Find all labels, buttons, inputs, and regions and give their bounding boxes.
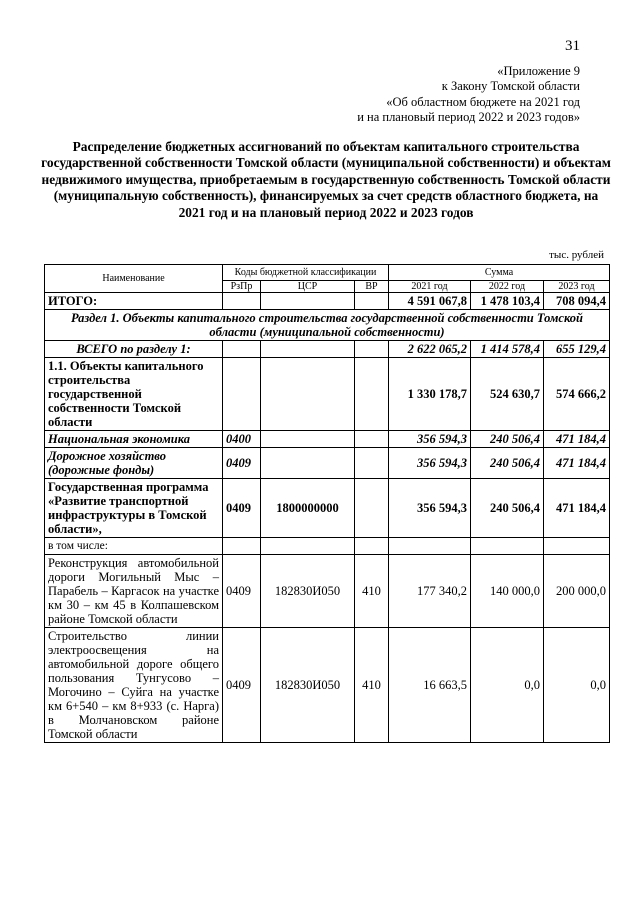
including-row [45, 538, 610, 555]
total-2022: 1 478 103,4 [471, 293, 544, 310]
road-economy-row [45, 448, 610, 479]
national-economy-2023: 471 184,4 [544, 431, 610, 448]
national-economy-row [45, 431, 610, 448]
item-rzpr: 0409 [223, 628, 261, 743]
including-label: в том числе: [45, 538, 223, 555]
section-total-label: ВСЕГО по разделу 1: [45, 341, 223, 358]
appendix-header [357, 64, 580, 125]
road-economy-2021: 356 594,3 [389, 448, 471, 479]
budget-table [44, 264, 610, 743]
appendix-line-1: «Приложение 9 [497, 64, 580, 78]
program-2022: 240 506,4 [471, 479, 544, 538]
table-row [45, 555, 610, 628]
road-economy-label: Дорожное хозяйство (дорожные фонды) [45, 448, 223, 479]
road-economy-2022: 240 506,4 [471, 448, 544, 479]
item-2021: 177 340,2 [389, 555, 471, 628]
item-2022: 140 000,0 [471, 555, 544, 628]
program-2023: 471 184,4 [544, 479, 610, 538]
subsection-row [45, 358, 610, 431]
header-codes: Коды бюджетной классификации [223, 265, 389, 281]
page-number: 31 [565, 38, 580, 54]
header-sum: Сумма [389, 265, 610, 281]
item-name: Строительство линии электроосвещения на автомобильной дороге общего пользования Тунгусово – Могочино – Суйга на участке км 6+540 – км 8+933 (с. Нарга) в Молчановском районе Томской области [45, 628, 223, 743]
total-2021: 4 591 067,8 [389, 293, 471, 310]
section-total-2021: 2 622 065,2 [389, 341, 471, 358]
item-2023: 0,0 [544, 628, 610, 743]
header-2023: 2023 год [544, 281, 610, 293]
subsection-label: 1.1. Объекты капитального строительства государственной собственности Томской области [45, 358, 223, 431]
program-label: Государственная программа «Развитие транспортной инфраструктуры в Томской области», [45, 479, 223, 538]
road-economy-2023: 471 184,4 [544, 448, 610, 479]
national-economy-rzpr: 0400 [223, 431, 261, 448]
item-vr: 410 [355, 555, 389, 628]
table-row [45, 628, 610, 743]
header-csr: ЦСР [261, 281, 355, 293]
document-title: Распределение бюджетных ассигнований по объектам капитального строительства государственной собственности Томской области (муниципальной собственности) и объектам недвижимого имущества, приобретаемым в государственную собственность Томской области (муниципальную собственность), финансируемых за счет средств областного бюджета, на 2021 год и на плановый период 2022 и 2023 годов [41, 139, 611, 220]
total-2023: 708 094,4 [544, 293, 610, 310]
appendix-line-2: к Закону Томской области [441, 79, 580, 94]
subsection-2023: 574 666,2 [544, 358, 610, 431]
item-2022: 0,0 [471, 628, 544, 743]
national-economy-label: Национальная экономика [45, 431, 223, 448]
subsection-2021: 1 330 178,7 [389, 358, 471, 431]
total-row [45, 293, 610, 310]
units-label: тыс. рублей [549, 249, 604, 261]
item-2023: 200 000,0 [544, 555, 610, 628]
item-2021: 16 663,5 [389, 628, 471, 743]
program-rzpr: 0409 [223, 479, 261, 538]
item-csr: 182830И050 [261, 555, 355, 628]
header-2021: 2021 год [389, 281, 471, 293]
header-row-1 [45, 265, 610, 281]
appendix-line-4: и на плановый период 2022 и 2023 годов» [357, 109, 580, 124]
subsection-2022: 524 630,7 [471, 358, 544, 431]
total-label: ИТОГО: [45, 293, 223, 310]
program-row [45, 479, 610, 538]
header-2022: 2022 год [471, 281, 544, 293]
section-total-2022: 1 414 578,4 [471, 341, 544, 358]
item-vr: 410 [355, 628, 389, 743]
section-heading: Раздел 1. Объекты капитального строительства государственной собственности Томской области (муниципальной собственности) [45, 310, 610, 341]
program-2021: 356 594,3 [389, 479, 471, 538]
item-name: Реконструкция автомобильной дороги Могильный Мыс – Парабель – Каргасок на участке км 30 – км 45 в Колпашевском районе Томской области [45, 555, 223, 628]
national-economy-2021: 356 594,3 [389, 431, 471, 448]
item-rzpr: 0409 [223, 555, 261, 628]
section-total-row [45, 341, 610, 358]
header-rzpr: РзПр [223, 281, 261, 293]
road-economy-rzpr: 0409 [223, 448, 261, 479]
appendix-line-3: «Об областном бюджете на 2021 год [386, 94, 580, 109]
header-name: Наименование [45, 265, 223, 293]
header-vr: ВР [355, 281, 389, 293]
program-csr: 1800000000 [261, 479, 355, 538]
section-total-2023: 655 129,4 [544, 341, 610, 358]
national-economy-2022: 240 506,4 [471, 431, 544, 448]
section-row [45, 310, 610, 341]
item-csr: 182830И050 [261, 628, 355, 743]
